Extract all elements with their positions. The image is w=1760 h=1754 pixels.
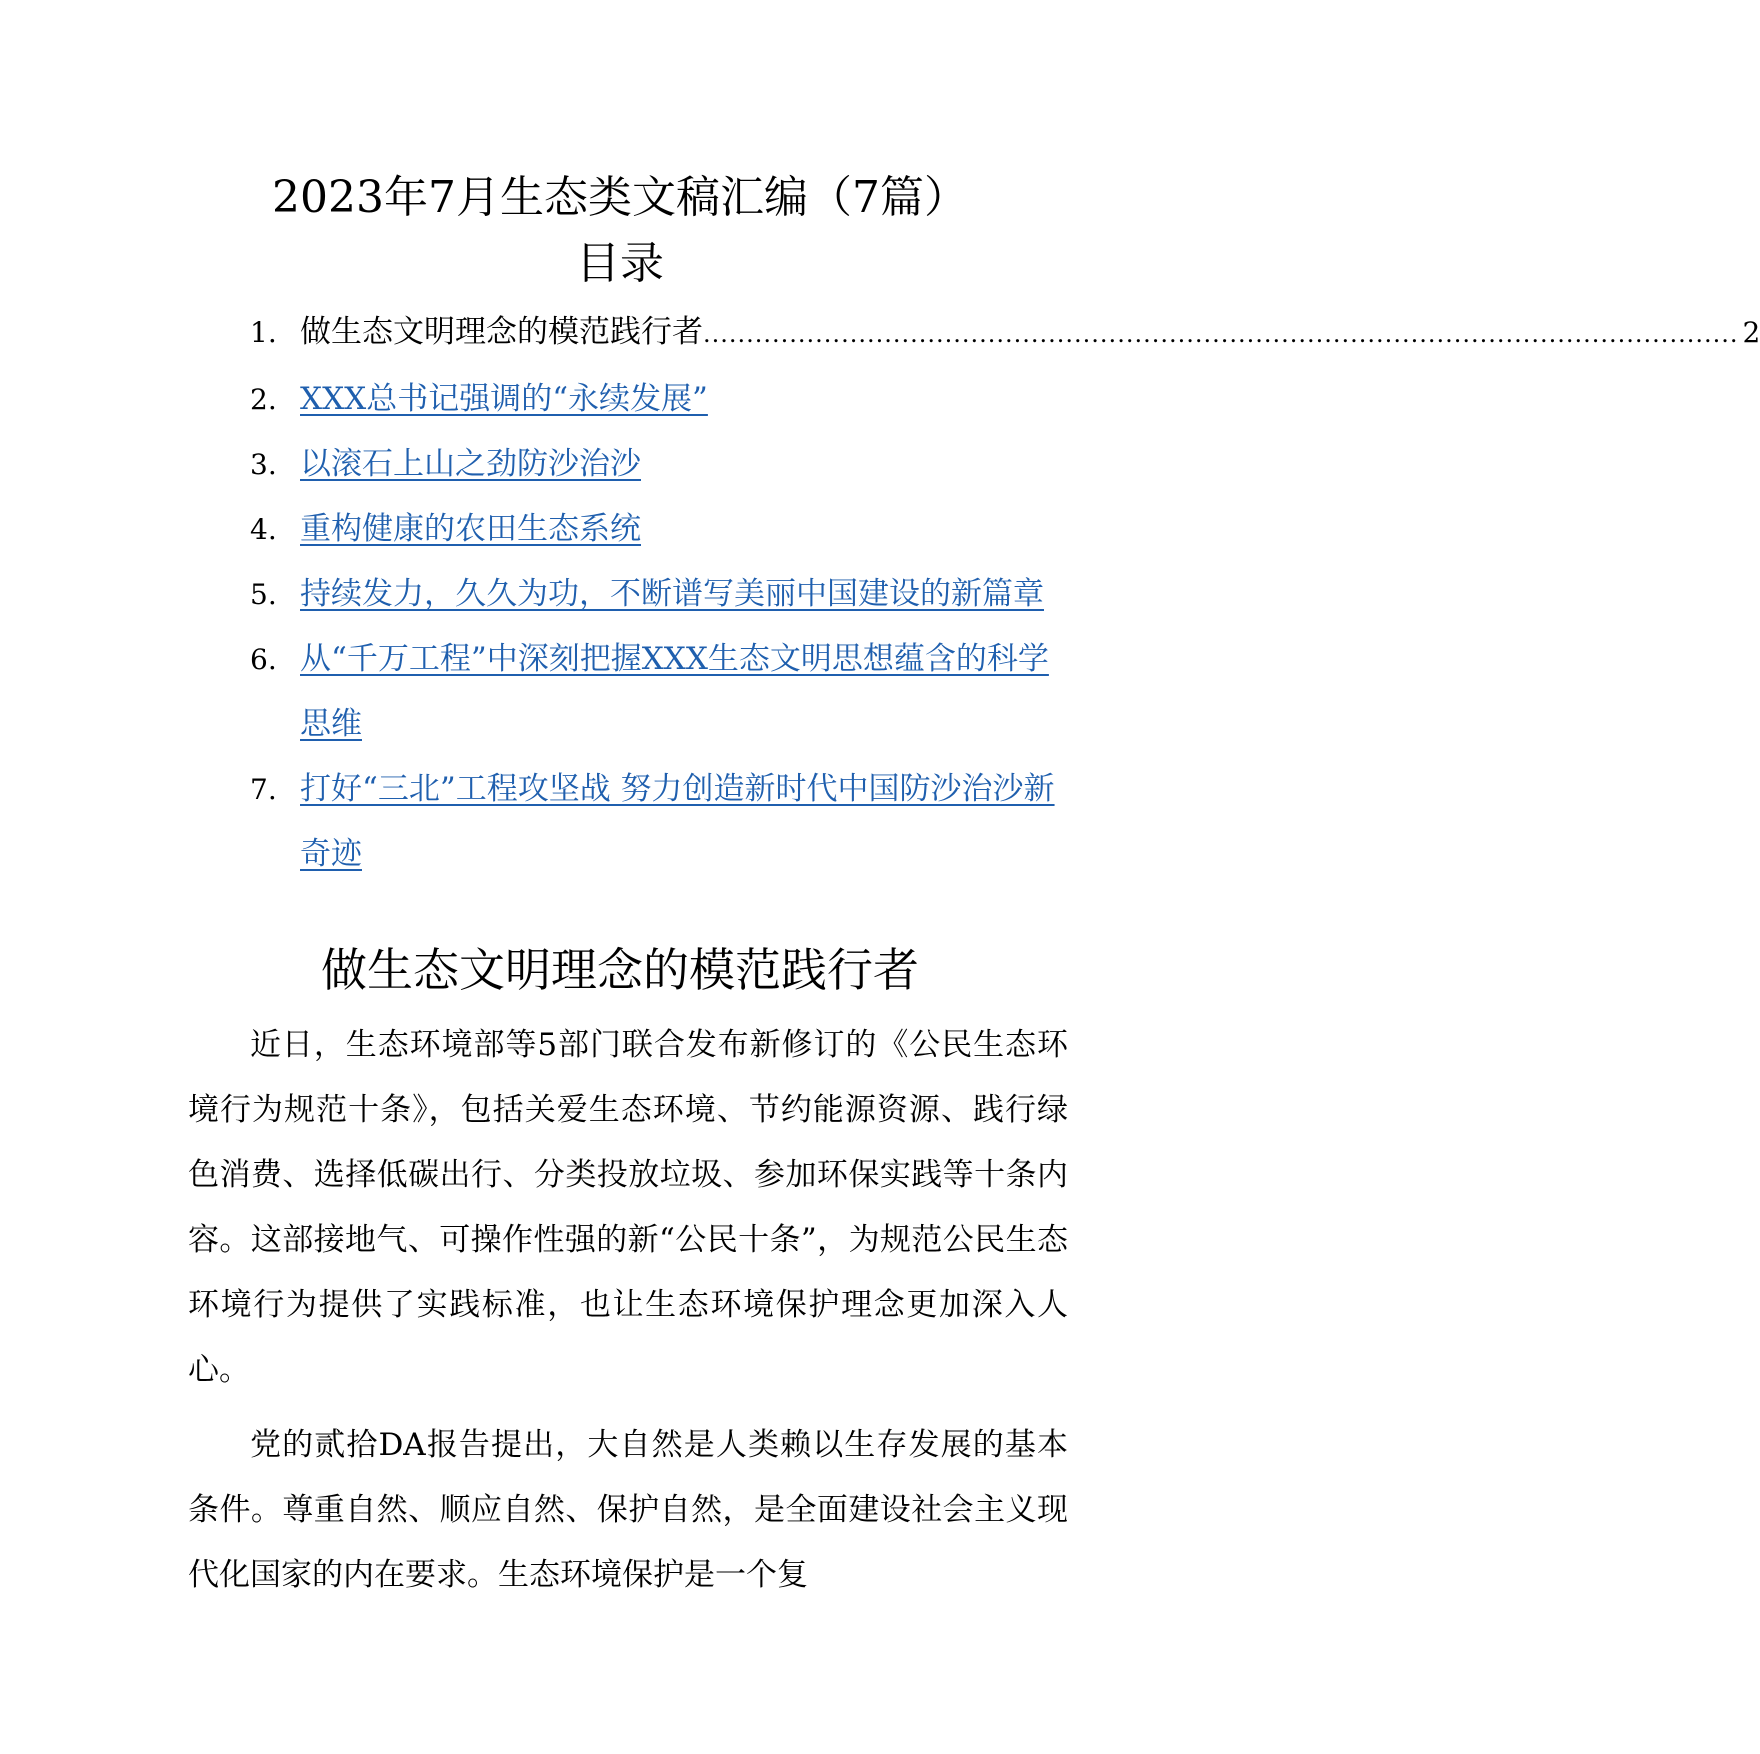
article-paragraph-1: 近日，生态环境部等5部门联合发布新修订的《公民生态环境行为规范十条》，包括关爱生态环境、节约能源资源、践行绿色消费、选择低碳出行、分类投放垃圾、参加环保实践等十条内容。这部接地气、可操作性强的新“公民十条”，为规范公民生态环境行为提供了实践标准，也让生态环境保护理念更加深入人心。 xyxy=(188,1027,1068,1388)
toc-item-label: 做生态文明理念的模范践行者 xyxy=(300,314,703,350)
toc-link-7[interactable]: 打好“三北”工程攻坚战 努力创造新时代中国防沙治沙新奇迹 xyxy=(300,771,1055,872)
toc-item-1[interactable] xyxy=(250,300,1760,367)
toc-item-4 xyxy=(250,497,1060,562)
toc-link-2[interactable]: XXX总书记强调的“永续发展” xyxy=(300,381,708,417)
article-body xyxy=(188,1013,1068,1608)
toc-item-number: 4. xyxy=(250,513,277,546)
toc-item-number: 1. xyxy=(250,316,277,349)
toc-item-6 xyxy=(250,627,1060,757)
toc-item-number: 5. xyxy=(250,578,277,611)
toc-item-3 xyxy=(250,432,1060,497)
toc-heading: 目录 xyxy=(576,238,664,289)
toc-link-4[interactable]: 重构健康的农田生态系统 xyxy=(300,511,641,547)
toc-page-number: 2 xyxy=(1742,316,1760,349)
toc-item-7 xyxy=(250,757,1060,887)
toc-dot-leader: ........................................................................................................................ xyxy=(703,320,1739,348)
article-paragraph-2: 党的贰拾DA报告提出，大自然是人类赖以生存发展的基本条件。尊重自然、顺应自然、保护自然，是全面建设社会主义现代化国家的内在要求。生态环境保护是一个复 xyxy=(188,1427,1068,1593)
article-title: 做生态文明理念的模范践行者 xyxy=(321,943,919,997)
toc-item-2 xyxy=(250,367,1060,432)
toc-link-5[interactable]: 持续发力，久久为功，不断谱写美丽中国建设的新篇章 xyxy=(300,576,1044,612)
document-title: 2023年7月生态类文稿汇编（7篇） xyxy=(272,172,968,223)
table-of-contents xyxy=(250,300,1760,887)
toc-item-number: 2. xyxy=(250,383,277,416)
toc-item-5 xyxy=(250,562,1060,627)
toc-item-number: 3. xyxy=(250,448,277,481)
toc-item-number: 7. xyxy=(250,773,277,806)
toc-link-3[interactable]: 以滚石上山之劲防沙治沙 xyxy=(300,446,641,482)
toc-link-6[interactable]: 从“千万工程”中深刻把握XXX生态文明思想蕴含的科学思维 xyxy=(300,641,1049,742)
toc-item-number: 6. xyxy=(250,643,277,676)
